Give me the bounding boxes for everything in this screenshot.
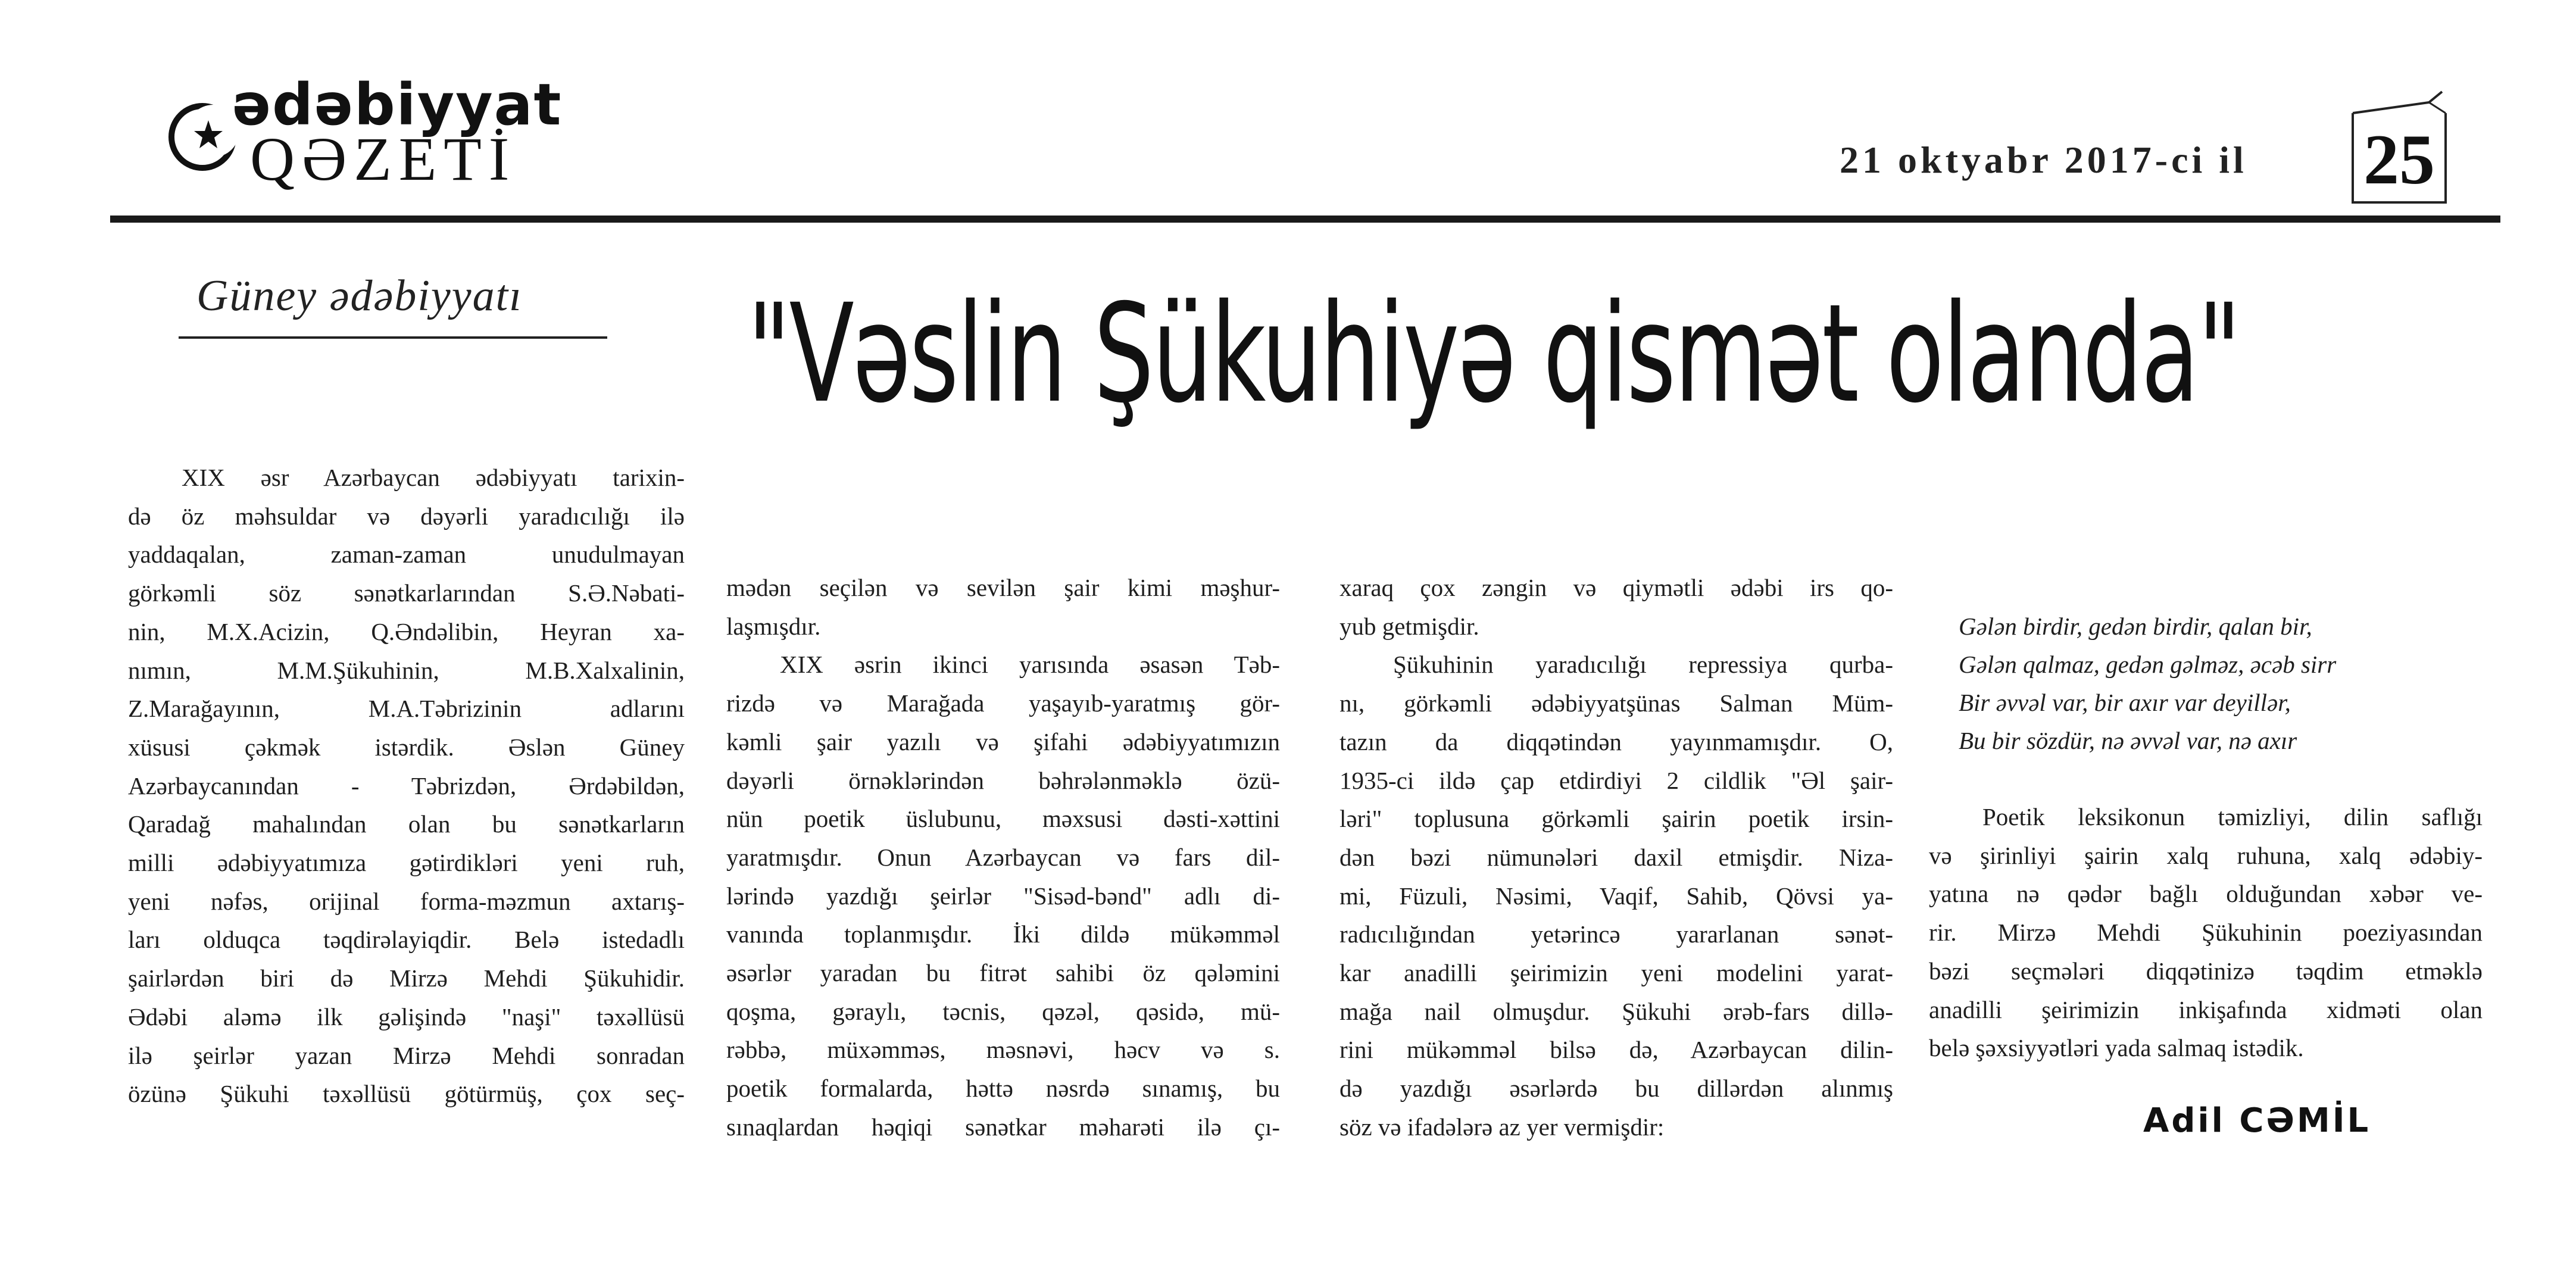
text-line: lərində yazdığı şeirlər "Sisəd-bənd" adlı di-	[726, 882, 1280, 910]
text-line: yatına nə qədər bağlı olduğundan xəbər ve-	[1929, 880, 2483, 908]
poem-line: Gələn birdir, gedən birdir, qalan bir,	[1959, 613, 2312, 640]
text-line: dən bəzi nümunələri daxil etmişdir. Niza-	[1339, 843, 1893, 871]
article-column-3	[1339, 569, 1893, 1147]
text-line: rir. Mirzə Mehdi Şükuhinin poeziyasından	[1929, 919, 2483, 947]
text-line: Qaradağ mahalından olan bu sənətkarların	[128, 810, 685, 838]
text-line: Z.Marağayının, M.A.Təbrizinin adlarını	[128, 695, 685, 723]
text-line: rizdə və Marağada yaşayıb-yaratmış gör-	[726, 689, 1280, 717]
poem-line: Bu bir sözdür, nə əvvəl var, nə axır	[1959, 727, 2297, 754]
poem-quote	[1947, 607, 2471, 760]
masthead-rule	[110, 216, 2500, 223]
text-line: Şükuhinin yaradıcılığı repressiya qurba-	[1393, 651, 1893, 679]
text-line: şairlərdən biri də Mirzə Mehdi Şükuhidir.	[128, 964, 685, 992]
text-line: yaddaqalan, zaman-zaman unudulmayan	[128, 541, 685, 569]
text-line: mi, Füzuli, Nəsimi, Vaqif, Sahib, Qövsi ya-	[1339, 882, 1893, 910]
author-signature: Adil CƏMİL	[2143, 1101, 2371, 1140]
text-line: yub getmişdir.	[1339, 612, 1479, 640]
text-line: əsərlər yaradan bu fitrət sahibi öz qələmini	[726, 959, 1280, 987]
text-line: radıcılığından yetərincə yararlanan sənət-	[1339, 920, 1893, 948]
text-line: XIX əsr Azərbaycan ədəbiyyatı tarixin-	[182, 464, 685, 491]
text-line: poetik formalarda, həttə nəsrdə sınamış, bu	[726, 1075, 1280, 1103]
text-line: bəzi seçmələri diqqətinizə təqdim etməklə	[1929, 957, 2483, 985]
text-line: xaraq çox zəngin və qiymətli ədəbi irs qo-	[1339, 574, 1893, 601]
text-line: yeni nəfəs, orijinal forma-məzmun axtarış-	[128, 887, 685, 915]
page-number: 25	[2363, 120, 2435, 199]
section-label: Güney ədəbiyyatı	[196, 271, 523, 320]
text-line: mədən seçilən və sevilən şair kimi məşhur-	[726, 574, 1280, 601]
text-line: tazın da diqqətindən yayınmamışdır. O,	[1339, 727, 1893, 755]
poem-line: Bir əvvəl var, bir axır var deyillər,	[1959, 689, 2291, 716]
poem-line: Gələn qalmaz, gedən gəlməz, əcəb sirr	[1959, 651, 2337, 678]
text-line: XIX əsrin ikinci yarısında əsasən Təb-	[780, 651, 1280, 679]
masthead-title-bottom: QƏZETİ	[250, 125, 517, 193]
text-line: Ədəbi aləmə ilk gəlişində "naşi" təxəllüsü	[128, 1003, 685, 1031]
text-line: nı, görkəmli ədəbiyyatşünas Salman Müm-	[1339, 689, 1893, 717]
text-line: ilə şeirlər yazan Mirzə Mehdi sonradan	[128, 1041, 685, 1069]
text-line: kəmli şair yazılı və şifahi ədəbiyyatımızın	[726, 727, 1280, 755]
text-line: rəbbə, müxəmməs, məsnəvi, həcv və s.	[726, 1036, 1280, 1064]
text-line: rini mükəmməl bilsə də, Azərbaycan dilin-	[1339, 1036, 1893, 1064]
article-column-2	[726, 569, 1280, 1147]
text-line: ləri" toplusuna görkəmli şairin poetik irsin-	[1339, 805, 1893, 833]
text-line: nün poetik üslubunu, məxsusi dəsti-xəttini	[726, 805, 1280, 833]
article-headline: "Vəslin Şükuhiyə qismət olanda"	[747, 274, 2240, 433]
masthead-logo	[161, 71, 563, 193]
text-line: yaratmışdır. Onun Azərbaycan və fars dil-	[726, 843, 1280, 871]
text-line: söz və ifadələrə az yer vermişdir:	[1339, 1113, 1665, 1141]
article-column-1	[128, 458, 685, 1113]
page-number-box	[2340, 89, 2465, 208]
text-line: dəyərli örnəklərindən bəhrələnməklə özü-	[726, 766, 1280, 794]
text-line: 1935-ci ildə çap etdirdiyi 2 cildlik "Əl şair-	[1339, 766, 1893, 794]
text-line: milli ədəbiyyatımıza gətirdikləri yeni ruh,	[128, 849, 685, 877]
masthead-title-top: ədəbiyyat	[232, 71, 563, 138]
text-line: laşmışdır.	[726, 612, 821, 640]
article-column-4	[1929, 798, 2483, 1067]
text-line: kar anadilli şeirimizin yeni modelini yarat-	[1339, 959, 1893, 987]
text-line: özünə Şükuhi təxəllüsü götürmüş, çox seç-	[128, 1080, 685, 1108]
text-line: ları olduqca təqdirəlayiqdir. Belə istedadlı	[128, 926, 685, 954]
text-line: anadilli şeirimizin inkişafında xidməti olan	[1929, 995, 2483, 1023]
text-line: görkəmli söz sənətkarlarından S.Ə.Nəbati-	[128, 579, 685, 607]
text-line: vanında toplanmışdır. İki dildə mükəmməl	[726, 920, 1280, 948]
text-line: mağa nail olmuşdur. Şükuhi ərəb-fars dillə-	[1339, 997, 1893, 1025]
text-line: Azərbaycanından - Təbrizdən, Ərdəbildən,	[128, 772, 685, 800]
text-line: nımın, M.M.Şükuhinin, M.B.Xalxalinin,	[128, 656, 685, 684]
text-line: sınaqlardan həqiqi sənətkar məharəti ilə çı-	[726, 1113, 1280, 1141]
text-line: belə şəxsiyyətləri yada salmaq istədik.	[1929, 1034, 2304, 1062]
text-line: Poetik leksikonun təmizliyi, dilin saflığı	[1982, 803, 2483, 830]
text-line: qoşma, gəraylı, təcnis, qəzəl, qəsidə, mü-	[726, 997, 1280, 1025]
text-line: də yazdığı əsərlərdə bu dillərdən alınmış	[1339, 1075, 1893, 1103]
section-underline	[179, 336, 607, 339]
issue-date: 21 oktyabr 2017-ci il	[1840, 139, 2247, 181]
text-line: nin, M.X.Acizin, Q.Əndəlibin, Heyran xa-	[128, 617, 685, 645]
text-line: xüsusi çəkmək istərdik. Əslən Güney	[128, 733, 685, 761]
text-line: də öz məhsuldar və dəyərli yaradıcılığı ilə	[128, 502, 685, 530]
text-line: və şirinliyi şairin xalq ruhuna, xalq ədəbiy-	[1929, 841, 2483, 869]
